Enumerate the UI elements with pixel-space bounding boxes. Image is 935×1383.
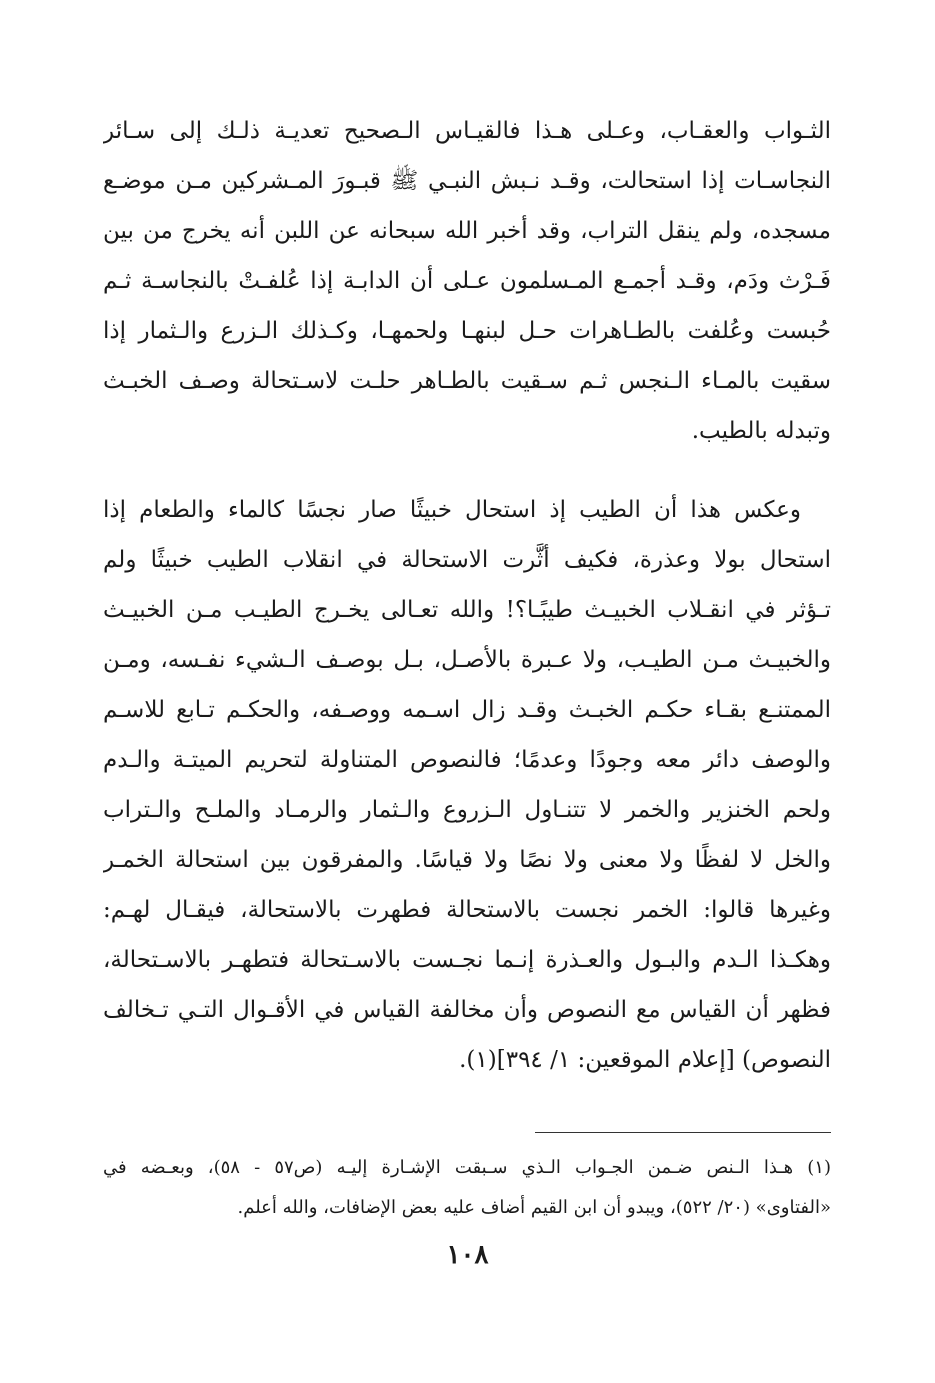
paragraph-2 xyxy=(103,485,831,1085)
paragraph-1 xyxy=(103,106,831,456)
text-line: مسجده، ولم ينقل التراب، وقد أخبر الله سبحانه عن اللبن أنه يخرج من بين xyxy=(103,218,831,244)
text-line: سقيت بالمـاء الـنجس ثـم سـقيت بالطـاهر حلـت لاسـتحالة وصـف الخبـث xyxy=(103,368,831,394)
text-line: الثـواب والعقـاب، وعـلى هـذا فالقيـاس الـصحيح تعديـة ذلـك إلى سـائر xyxy=(103,118,831,144)
text-line: وعكس هذا أن الطيب إذ استحال خبيثًا صار نجسًا كالماء والطعام إذا xyxy=(103,497,801,523)
text-line: فَـرْث ودَم، وقـد أجمـع المـسلمون عـلى أن الدابـة إذا عُلفـتْ بالنجاسـة ثـم xyxy=(103,268,831,294)
text-line: النجاسـات إذا استحالت، وقـد نـبش النبـي ﷺ قبـورَ المـشركين مـن موضـع xyxy=(103,168,831,194)
text-line: النصوص) [إعلام الموقعين: ١/ ٣٩٤](١). xyxy=(459,1047,831,1073)
text-line: وغيرها قالوا: الخمر نجست بالاستحالة فطهرت بالاستحالة، فيقـال لهـم: xyxy=(103,897,831,923)
text-line: ولحم الخنزير والخمر لا تتنـاول الـزروع والـثمار والرمـاد والملـح والـتراب xyxy=(103,797,831,823)
footnotes xyxy=(103,1148,831,1228)
text-line: تـؤثر في انقـلاب الخبيـث طيبًـا؟! والله تعـالى يخـرج الطيـب مـن الخبيـث xyxy=(103,597,831,623)
footnote-line: «الفتاوى» (٢٠/ ٥٢٢)، ويبدو أن ابن القيم أضاف عليه بعض الإضافات، والله أعلم. xyxy=(237,1197,831,1218)
page-number: ١٠٨ xyxy=(446,1240,489,1270)
text-line: وهكـذا الـدم والبـول والعـذرة إنـما نجـست بالاسـتحالة فتطهـر بالاسـتحالة، xyxy=(103,947,831,973)
text-line: فظهر أن القياس مع النصوص وأن مخالفة القياس في الأقـوال التـي تـخالف xyxy=(103,997,831,1023)
text-line: والوصف دائر معه وجودًا وعدمًا؛ فالنصوص المتناولة لتحريم الميتـة والـدم xyxy=(103,747,831,773)
footnote-line: (١) هـذا الـنص ضـمن الجـواب الـذي سـبقت الإشـارة إليـه (ص٥٧ - ٥٨)، وبعـضه في xyxy=(103,1157,831,1178)
text-line: والخبيـث مـن الطيـب، ولا عـبرة بالأصـل، بـل بوصـف الـشيء نفـسه، ومـن xyxy=(103,647,831,673)
footnote-divider xyxy=(535,1132,831,1133)
text-line: استحال بولا وعذرة، فكيف أثَّرت الاستحالة في انقلاب الطيب خبيثًا ولم xyxy=(103,547,831,573)
text-line: والخل لا لفظًا ولا معنى ولا نصًا ولا قياسًا. والمفرقون بين استحالة الخمـر xyxy=(103,847,831,873)
text-line: وتبدله بالطيب. xyxy=(691,418,831,444)
text-line: الممتنـع بقـاء حكـم الخبـث وقـد زال اسـمه ووصـفه، والحكـم تـابع للاسـم xyxy=(103,697,831,723)
text-line: حُبست وعُلفت بالطـاهرات حـل لبنهـا ولحمهـا، وكـذلك الـزرع والـثمار إذا xyxy=(103,318,831,344)
